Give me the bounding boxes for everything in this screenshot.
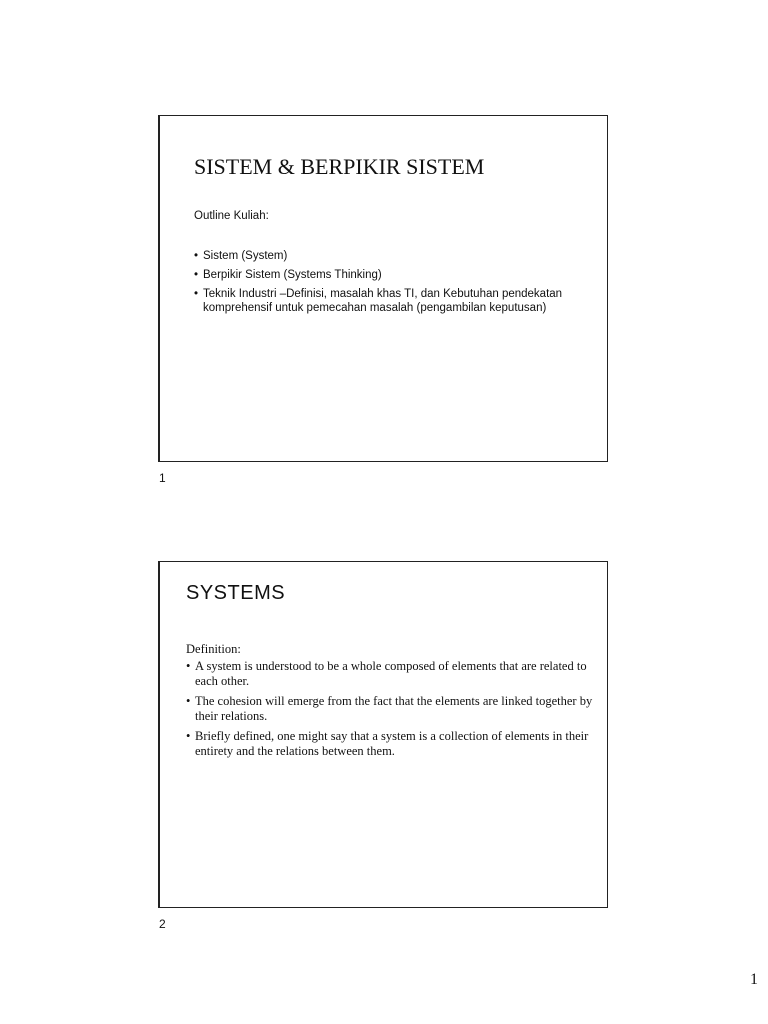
slide-number: 2 [159, 917, 166, 931]
slide-subtitle: Definition: [186, 642, 241, 656]
bullet-item: • Briefly defined, one might say that a system is a collection of elements in their entirety and the relations between them. [186, 729, 596, 759]
bullet-list [186, 659, 596, 764]
slide-2 [158, 561, 608, 908]
bullet-item: • The cohesion will emerge from the fact that the elements are linked together by their relations. [186, 694, 596, 724]
slide-number: 1 [159, 471, 166, 485]
bullet-item: • Berpikir Sistem (Systems Thinking) [194, 268, 594, 282]
page-number: 1 [750, 971, 758, 988]
slide-1 [158, 115, 608, 462]
slide-subtitle: Outline Kuliah: [194, 210, 269, 222]
bullet-item: • Teknik Industri –Definisi, masalah khas TI, dan Kebutuhan pendekatan komprehensif untuk pemecahan masalah (pengambilan keputusan) [194, 287, 594, 315]
bullet-item: • Sistem (System) [194, 249, 594, 263]
bullet-item: • A system is understood to be a whole composed of elements that are related to each other. [186, 659, 596, 689]
slide-title: SYSTEMS [186, 582, 286, 604]
bullet-list [194, 249, 594, 320]
slide-title: SISTEM & BERPIKIR SISTEM [194, 154, 485, 179]
